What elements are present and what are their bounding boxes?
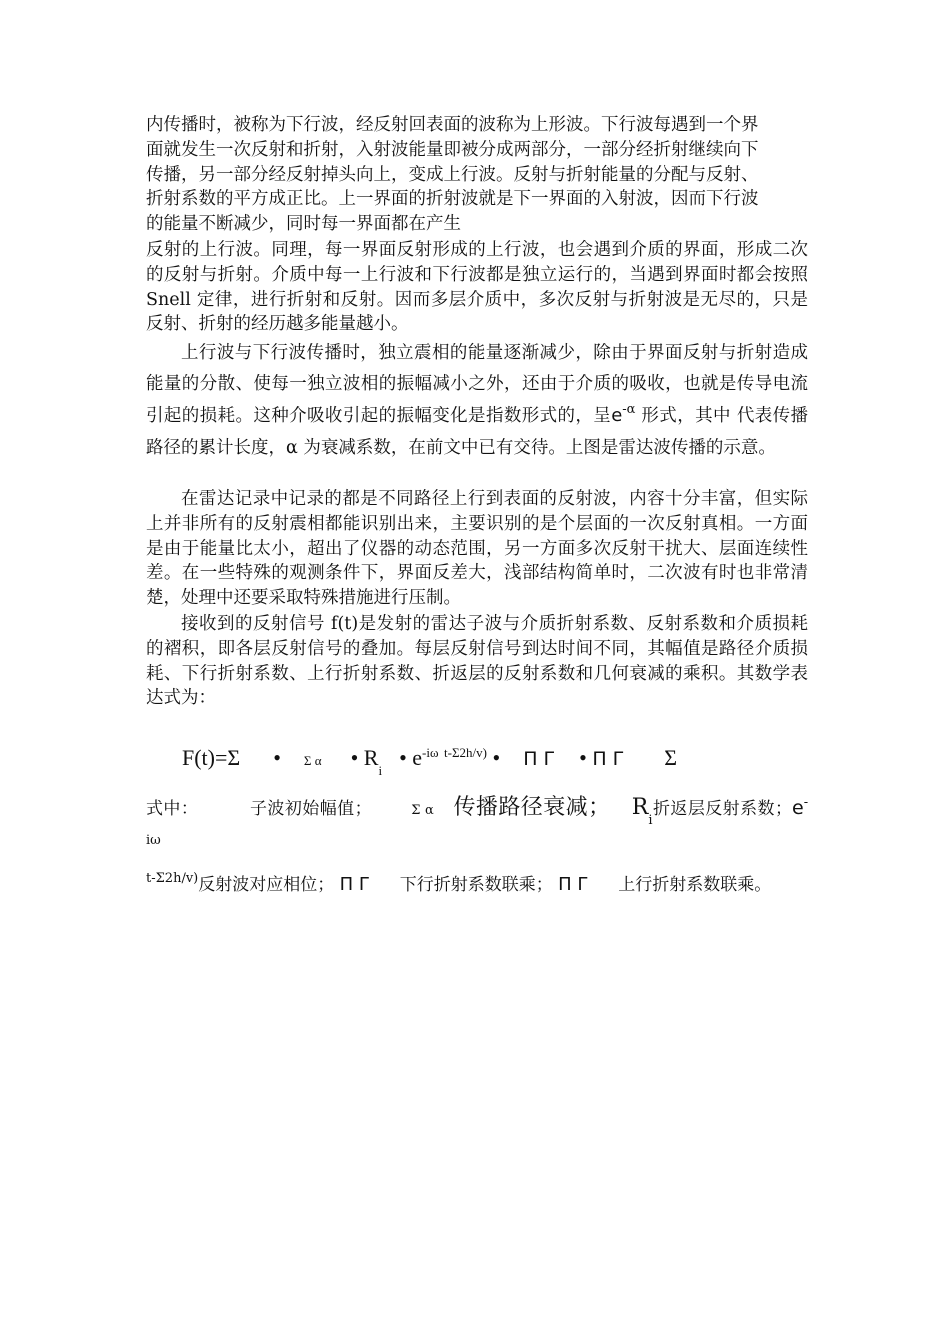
- formula-e: e: [412, 745, 423, 770]
- formula-dot: •: [273, 745, 281, 770]
- math-formula: [182, 742, 782, 777]
- paragraph-3-part-b: 形式，其中 代表传播路径的累计长度，α 为衰减系数，在前文中已有交待。上图是雷达波传播的示意。: [146, 406, 809, 458]
- paragraph-2-text: 反射的上行波。同理，每一界面反射形成的上行波，也会遇到介质的界面，形成二次的反射与折射。介质中每一上行波和下行波都是独立运行的，当遇到界面时都会按照 Snell 定律，进行折射和反射。因而多层介质中，多次反射与折射波是无尽的，只是反射、折射的经历越多能量越小。: [146, 240, 808, 335]
- legend-sum-alpha: Σ α: [411, 803, 434, 818]
- text-line: 内传播时，被称为下行波，经反射回表面的波称为上形波。下行波每遇到一个界: [146, 115, 759, 135]
- paragraph-5: [146, 612, 808, 711]
- legend-item-amplitude: 子波初始幅值；: [249, 799, 372, 819]
- text-line: 折射系数的平方成正比。上一界面的折射波就是下一界面的入射波，因而下行波: [146, 189, 759, 210]
- legend-r-sub: i: [648, 813, 653, 828]
- legend-item-up-refraction: 上行折射系数联乘。: [618, 875, 772, 895]
- formula-dot: •: [579, 745, 587, 770]
- exponent-e: e: [611, 405, 623, 426]
- formula-legend: [146, 790, 808, 905]
- legend-item-attenuation: 传播路径衰减；: [453, 795, 611, 820]
- formula-r: R: [363, 745, 379, 770]
- formula-product-1: Π Γ: [523, 748, 555, 770]
- paragraph-1: [146, 113, 808, 237]
- legend-label: 式中：: [146, 799, 199, 819]
- paragraph-3-text: [146, 338, 808, 464]
- formula-product-2: Π Γ: [592, 748, 624, 770]
- text-line: 面就发生一次反射和折射，入射波能量即被分成两部分，一部分经折射继续向下: [146, 139, 759, 160]
- formula-dot: •: [399, 745, 407, 770]
- legend-e-sup: -iω: [146, 795, 809, 848]
- legend-item-reflection: 折返层反射系数；: [652, 799, 792, 819]
- paragraph-4: [146, 487, 808, 611]
- formula-sigma: Σ: [664, 745, 678, 770]
- legend-item-down-refraction: 下行折射系数联乘；: [399, 875, 553, 895]
- formula-e-sup: -iω: [422, 745, 439, 760]
- paragraph-2: [146, 238, 808, 337]
- legend-product-1: Π Γ: [339, 874, 369, 895]
- paragraph-3-part-a: 上行波与下行波传播时，独立震相的能量逐渐减少，除由于界面反射与折射造成能量的分散、使每一独立波相的振幅减小之外，还由于介质的吸收，也就是传导电流引起的损耗。这种介吸收引起的振幅变化是指数形式的，呈: [146, 343, 808, 426]
- paragraph-4-text: 在雷达记录中记录的都是不同路径上行到表面的反射波，内容十分丰富，但实际上并非所有的反射震相都能识别出来，主要识别的是个层面的一次反射真相。一方面是由于能量比太小，超出了仪器的动态范围，另一方面多次反射干扰大、层面连续性差。在一些特殊的观测条件下，界面反差大，浅部结构简单时，二次波有时也非常清楚，处理中还要采取特殊措施进行压制。: [146, 489, 808, 609]
- exponent-alpha: -α: [622, 402, 636, 417]
- formula-sum-alpha: Σ α: [303, 753, 322, 768]
- legend-e: e: [791, 797, 804, 819]
- formula-phase: t-Σ2h/v): [444, 745, 487, 760]
- formula-dot: •: [350, 745, 359, 770]
- legend-r: R: [631, 795, 649, 820]
- paragraph-3: [146, 338, 808, 464]
- formula-lhs: F(t)=Σ: [182, 745, 241, 770]
- paragraph-5-text: 接收到的反射信号 f(t)是发射的雷达子波与介质折射系数、反射系数和介质损耗的褶积，即各层反射信号的叠加。每层反射信号到达时间不同，其幅值是路径介质损耗、下行折射系数、上行折射系数、折返层的反射系数和几何衰减的乘积。其数学表达式为：: [146, 614, 808, 709]
- legend-phase: t-Σ2h/v): [146, 871, 199, 886]
- text-line: 传播，另一部分经反射掉头向上，变成上行波。反射与折射能量的分配与反射、: [146, 164, 759, 185]
- legend-product-2: Π Γ: [558, 874, 588, 895]
- legend-item-phase: 反射波对应相位；: [198, 875, 335, 895]
- text-line: 的能量不断减少，同时每一界面都在产生: [146, 214, 461, 235]
- formula-dot: •: [492, 745, 501, 770]
- formula-r-sub: i: [378, 763, 383, 778]
